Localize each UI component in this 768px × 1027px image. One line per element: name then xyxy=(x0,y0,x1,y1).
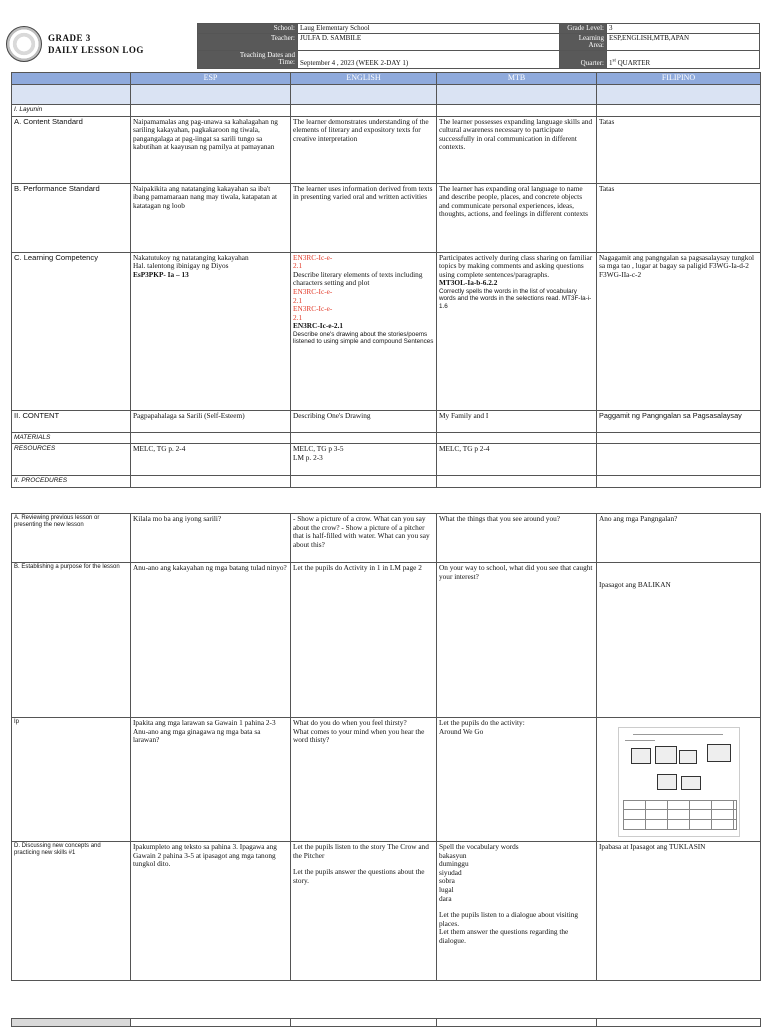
worksheet-thumbnail-image xyxy=(618,727,740,837)
english-competency: EN3RC-Ic-e- 2.1 Describe literary elements of texts including characters setting and plot EN3RC-Ic-e- 2.1 EN3RC-Ic-e- 2.1 EN3RC-Ic-e-2.1 Describe one's drawing about the stories/poems listened to using simple and compound Sentences xyxy=(291,252,437,410)
table-row: II. CONTENT Pagpapahalaga sa Sarili (Self-Esteem) Describing One's Drawing My Family and I Paggamit ng Pangngalan sa Pagsasalaysay xyxy=(12,410,761,432)
vocabulary-word: dara xyxy=(439,893,452,903)
esp-competency: Nakatutukoy ng natatanging kakayahan Hal. talentong ibinigay ng Diyos EsP3PKP- Ia – 13 xyxy=(131,252,291,410)
column-header-english: ENGLISH xyxy=(291,73,437,85)
dates-value: September 4 , 2023 (WEEK 2-DAY 1) xyxy=(298,51,560,69)
learning-area-label: Learning Area: xyxy=(560,34,607,51)
teacher-value: JULFA D. SAMBILE xyxy=(298,34,560,51)
row-label-learning-competency: C. Learning Competency xyxy=(12,252,131,410)
school-value: Laug Elementary School xyxy=(298,24,560,34)
table-row: A. Reviewing previous lesson or presenting the new lesson Kilala mo ba ang iyong sarili? - Show a picture of a crow. What can you say about the crow? - Show a picture of a pitcher that is half-filled with water. What can you say about this? What the things that you see around you? Ano ang mga Pangngalan? xyxy=(12,514,761,563)
table-row: D. Discussing new concepts and practicing new skills #1 Ipakumpleto ang teksto sa pahina 3. Ipagawa ang Gawain 2 pahina 3-5 at ipasagot ang mga tanong tungkol dito. Let the pupils listen to the story The Crow and the Pitcher Let the pupils answer the questions about the story. Spell the vocabulary words bakasyun duminggu siyudad sobra lugal dara Let the pupils listen to a dialogue about visiting places. Let them answer the questions regarding the dialogue. Ipabasa at Ipasagot ang TUKLASIN xyxy=(12,842,761,981)
table-row: C. Learning Competency Nakatutukoy ng natatanging kakayahan Hal. talentong ibinigay ng Diyos EsP3PKP- Ia – 13 EN3RC-Ic-e- 2.1 Describe literary elements of texts including characters setting and plot EN3RC-Ic-e- 2.1 EN3RC-Ic-e- 2.1 EN3RC-Ic-e-2.1 Describe one's drawing about the stories/poems listened to using simple and compound Sentences Participates actively during class sharing on familiar topics by making comments and asking questions using complete sentences/paragraphs. MT3OL-Ia-b-6.2.2 Correctly spells the words in the list of vocabulary words and the words in the selections read. MT3F-Ia-i-1.6 Nagagamit ang pangngalan sa pagsasalaysay tungkol sa mga tao , lugar at bagay sa paligid F3WG-Ia-d-2 F3WG-IIa-c-2 xyxy=(12,252,761,410)
mtb-discussing: Spell the vocabulary words bakasyun duminggu siyudad sobra lugal dara Let the pupils listen to a dialogue about visiting places. Let them answer the questions regarding the dialogue. xyxy=(437,842,597,981)
mtb-competency: Participates actively during class sharing on familiar topics by making comments and asking questions using complete sentences/paragraphs. MT3OL-Ia-b-6.2.2 Correctly spells the words in the list of vocabulary words and the words in the selections read. MT3F-Ia-i-1.6 xyxy=(437,252,597,410)
log-title: DAILY LESSON LOG xyxy=(48,45,144,55)
vocabulary-word: lugal xyxy=(439,884,454,894)
table-row: B. Establishing a purpose for the lesson Anu-ano ang kakayahan ng mga batang tulad ninyo? Let the pupils do Activity in 1 in LM page 2 On your way to school, what did you see that caught your interest? Ipasagot ang BALIKAN xyxy=(12,563,761,718)
deped-seal xyxy=(6,26,42,62)
quarter-value: 1st QUARTER xyxy=(607,51,760,69)
vocabulary-word: bakasyun xyxy=(439,850,467,860)
column-header-mtb: MTB xyxy=(437,73,597,85)
row-label-performance-standard: B. Performance Standard xyxy=(12,183,131,252)
vocabulary-word: duminggu xyxy=(439,859,469,869)
section-procedures: II. PROCEDURES xyxy=(12,476,131,488)
row-label-reviewing: A. Reviewing previous lesson or presenting the new lesson xyxy=(12,514,131,563)
row-label-ip: Ip xyxy=(12,718,131,842)
row-label-content: II. CONTENT xyxy=(12,410,131,432)
school-label: School: xyxy=(198,24,298,34)
teacher-label: Teacher: xyxy=(198,34,298,51)
table-row: B. Performance Standard Naipakikita ang natatanging kakayahan sa iba't ibang pamamaraan nang may tiwala, katapatan at katatagan ng loob The learner uses information derived from texts in presenting varied oral and written activities The learner has expanding oral language to name and describe people, places, and concrete objects and communicate personal experiences, ideas, thoughts, actions, and feelings in different contexts Tatas xyxy=(12,183,761,252)
header-info-table xyxy=(197,23,760,69)
vocabulary-word: siyudad xyxy=(439,867,462,877)
worksheet-image-cell xyxy=(597,718,761,842)
column-header-esp: ESP xyxy=(131,73,291,85)
section-materials: MATERIALS xyxy=(12,432,131,444)
next-page-table xyxy=(11,1018,761,1027)
row-label-establishing: B. Establishing a purpose for the lesson xyxy=(12,563,131,718)
table-row: A. Content Standard Naipamamalas ang pag-unawa sa kahalagahan ng sariling kakayahan, pagkakaroon ng tiwala, pangangalaga at pag-iingat sa sarili tungo sa kabutihan at kaayusan ng pamilya at pamayanan The learner demonstrates understanding of the elements of literary and expository texts for creative interpretation The learner possesses expanding language skills and cultural awareness necessary to participate successfully in oral communication in different contexts. Tatas xyxy=(12,116,761,183)
section-resources: RESOURCES xyxy=(12,444,131,476)
grade-title: GRADE 3 xyxy=(48,33,91,43)
corner-cell xyxy=(12,73,131,85)
dates-label: Teaching Dates and Time: xyxy=(198,51,298,69)
grade-level-value: 3 xyxy=(607,24,760,34)
column-header-filipino: FILIPINO xyxy=(597,73,761,85)
vocabulary-word: sobra xyxy=(439,876,455,886)
section-layunin: I. Layunin xyxy=(12,105,131,117)
grade-level-label: Grade Level: xyxy=(560,24,607,34)
table-row: Ip Ipakita ang mga larawan sa Gawain 1 pahina 2-3 Anu-ano ang mga ginagawa ng mga bata sa larawan? What do you do when you feel thirsty? What comes to your mind when you hear the word thisty? Let the pupils do the activity: Around We Go xyxy=(12,718,761,842)
quarter-label: Quarter: xyxy=(560,51,607,69)
objectives-table xyxy=(11,72,761,488)
table-row: RESOURCES MELC, TG p. 2-4 MELC, TG p 3-5 LM p. 2-3 MELC, TG p 2-4 xyxy=(12,444,761,476)
learning-area-value: ESP,ENGLISH,MTB,APAN xyxy=(607,34,760,51)
procedures-table xyxy=(11,513,761,981)
row-label-discussing: D. Discussing new concepts and practicing new skills #1 xyxy=(12,842,131,981)
row-label-content-standard: A. Content Standard xyxy=(12,116,131,183)
